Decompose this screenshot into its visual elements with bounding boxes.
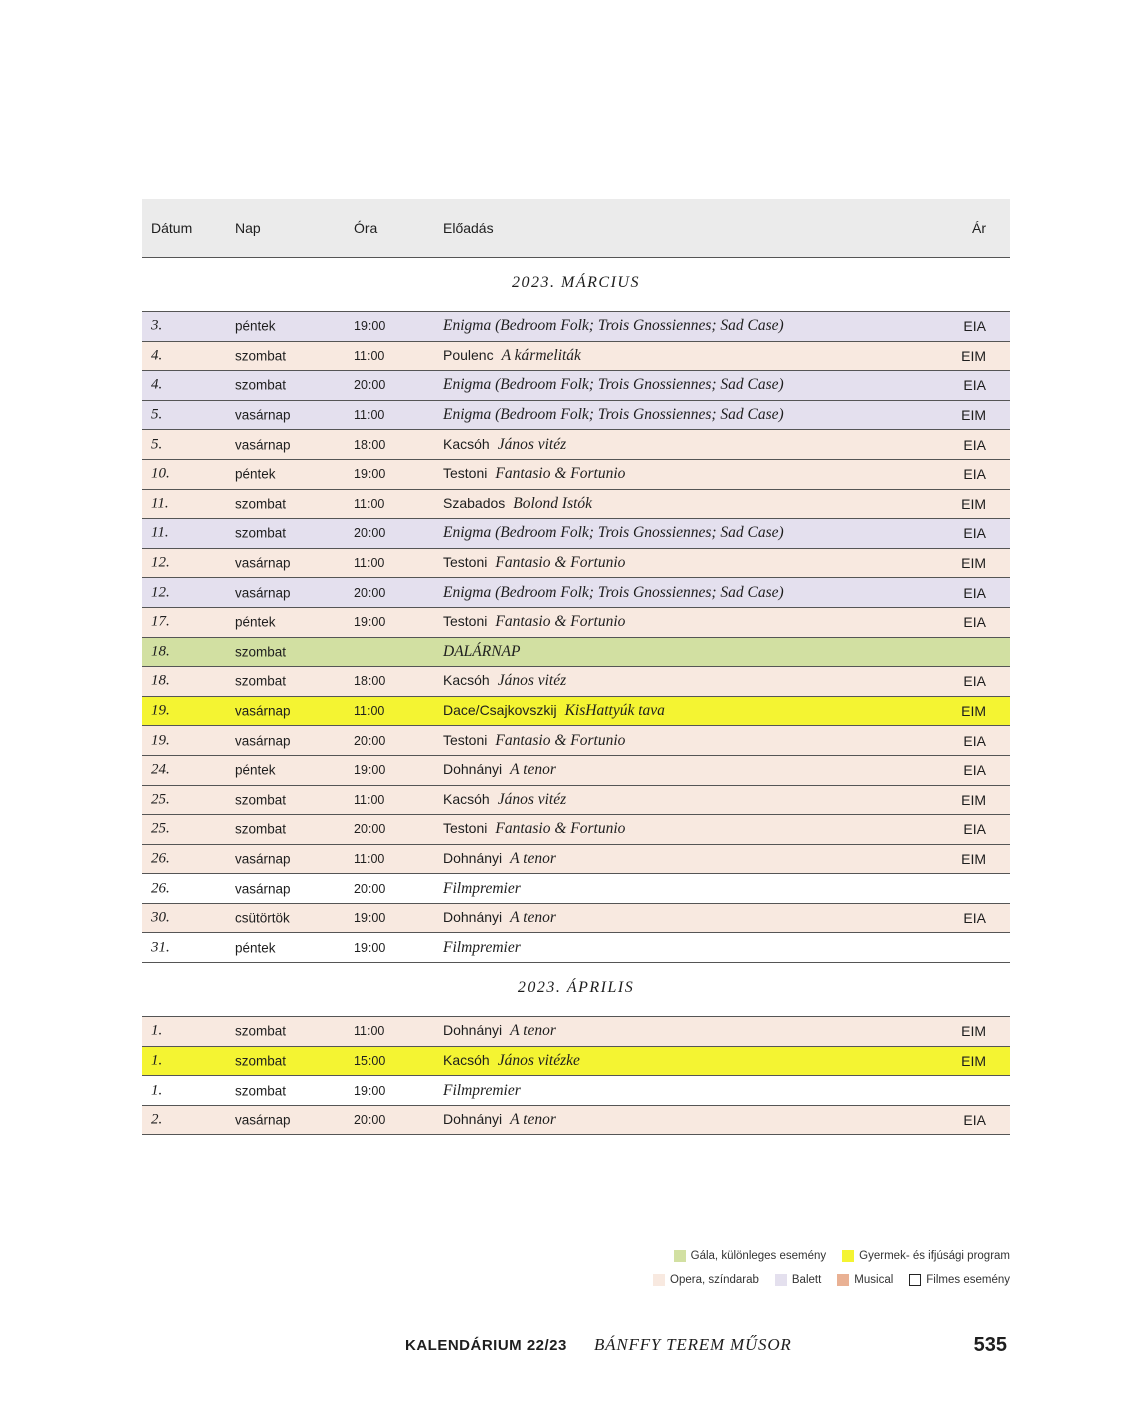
row-composer: Testoni xyxy=(443,554,488,571)
legend-item xyxy=(775,1274,821,1286)
table-row xyxy=(142,578,1010,608)
row-day: szombat xyxy=(235,644,287,660)
row-time: 19:00 xyxy=(354,763,386,778)
table-row xyxy=(142,933,1010,963)
row-composer: Dohnányi xyxy=(443,909,503,926)
row-time: 20:00 xyxy=(354,733,386,748)
row-price: EIA xyxy=(963,318,986,335)
row-date: 26. xyxy=(151,850,170,867)
row-performance xyxy=(443,791,566,809)
row-price: EIA xyxy=(963,525,986,542)
legend-item xyxy=(842,1250,1010,1262)
row-day: péntek xyxy=(235,614,276,630)
row-date: 19. xyxy=(151,732,170,749)
row-performance xyxy=(443,554,625,572)
row-performance xyxy=(443,850,556,868)
table-row xyxy=(142,667,1010,697)
row-time: 19:00 xyxy=(354,940,386,955)
row-date: 11. xyxy=(151,495,169,512)
row-time: 11:00 xyxy=(354,851,385,866)
row-time: 19:00 xyxy=(354,1083,386,1098)
table-body xyxy=(142,258,1010,1135)
col-header-date: Dátum xyxy=(151,220,193,236)
row-performance xyxy=(443,761,556,779)
row-day: szombat xyxy=(235,1053,287,1069)
row-title: Fantasio & Fortunio xyxy=(495,465,626,483)
row-date: 5. xyxy=(151,406,163,423)
legend-label: Balett xyxy=(791,1274,822,1286)
row-price: EIM xyxy=(961,555,986,572)
row-price: EIM xyxy=(961,1052,986,1069)
row-title: Enigma (Bedroom Folk; Trois Gnossiennes; Sad Case) xyxy=(443,317,784,335)
row-day: vasárnap xyxy=(235,881,291,897)
row-price: EIA xyxy=(963,762,986,779)
row-price: EIA xyxy=(963,821,986,838)
row-composer: Testoni xyxy=(443,613,488,630)
table-row xyxy=(142,874,1010,904)
table-row xyxy=(142,815,1010,845)
row-date: 1. xyxy=(151,1022,163,1039)
row-day: péntek xyxy=(235,940,276,956)
legend-item xyxy=(837,1274,893,1286)
row-time: 18:00 xyxy=(354,674,386,689)
row-title: János vitézke xyxy=(497,1051,580,1069)
row-title: János vitéz xyxy=(497,672,567,690)
legend-item xyxy=(674,1250,827,1262)
row-performance xyxy=(443,1052,580,1070)
legend-label: Gyermek- és ifjúsági program xyxy=(859,1250,1010,1262)
table-row xyxy=(142,371,1010,401)
row-title: DALÁRNAP xyxy=(443,642,521,660)
row-day: szombat xyxy=(235,673,287,689)
row-day: vasárnap xyxy=(235,703,291,719)
row-price: EIM xyxy=(961,703,986,720)
row-performance xyxy=(443,406,784,424)
row-price: EIA xyxy=(963,377,986,394)
row-price: EIA xyxy=(963,584,986,601)
row-performance xyxy=(443,702,665,720)
row-composer: Dohnányi xyxy=(443,1022,503,1039)
row-date: 3. xyxy=(151,317,163,334)
row-time: 11:00 xyxy=(354,556,385,571)
row-day: vasárnap xyxy=(235,407,291,423)
row-price: EIM xyxy=(961,791,986,808)
table-row xyxy=(142,904,1010,934)
row-date: 25. xyxy=(151,820,170,837)
row-time: 20:00 xyxy=(354,822,386,837)
table-row xyxy=(142,312,1010,342)
row-price: EIM xyxy=(961,1023,986,1040)
row-composer: Dace/Csajkovszkij xyxy=(443,702,557,719)
row-price: EIA xyxy=(963,436,986,453)
row-title: Enigma (Bedroom Folk; Trois Gnossiennes; Sad Case) xyxy=(443,406,784,424)
row-title: Enigma (Bedroom Folk; Trois Gnossiennes; Sad Case) xyxy=(443,376,784,394)
row-time: 19:00 xyxy=(354,615,386,630)
row-price: EIM xyxy=(961,407,986,424)
row-title: Filmpremier xyxy=(443,938,521,956)
row-title: KisHattyúk tava xyxy=(564,702,665,720)
row-composer: Kacsóh xyxy=(443,672,490,689)
row-date: 19. xyxy=(151,702,170,719)
row-date: 18. xyxy=(151,672,170,689)
table-row xyxy=(142,1106,1010,1136)
row-day: szombat xyxy=(235,1023,287,1039)
row-day: vasárnap xyxy=(235,585,291,601)
col-header-performance: Előadás xyxy=(443,220,494,236)
table-row xyxy=(142,490,1010,520)
row-performance xyxy=(443,436,566,454)
table-row xyxy=(142,786,1010,816)
row-title: Fantasio & Fortunio xyxy=(495,820,626,838)
table-row xyxy=(142,608,1010,638)
row-title: A tenor xyxy=(510,1111,556,1129)
row-date: 1. xyxy=(151,1082,163,1099)
row-day: péntek xyxy=(235,762,276,778)
table-row xyxy=(142,519,1010,549)
table-row xyxy=(142,756,1010,786)
row-title: János vitéz xyxy=(497,790,567,808)
row-price: EIA xyxy=(963,673,986,690)
col-header-price: Ár xyxy=(972,220,986,236)
row-title: Bolond Istók xyxy=(513,494,593,512)
row-title: Enigma (Bedroom Folk; Trois Gnossiennes; Sad Case) xyxy=(443,583,784,601)
page-footer xyxy=(0,1333,1123,1361)
row-performance xyxy=(443,613,625,631)
row-performance xyxy=(443,1022,556,1040)
row-day: szombat xyxy=(235,792,287,808)
row-price: EIA xyxy=(963,732,986,749)
row-date: 24. xyxy=(151,761,170,778)
table-row xyxy=(142,342,1010,372)
table-row xyxy=(142,401,1010,431)
swatch-musical-icon xyxy=(837,1274,849,1286)
row-performance xyxy=(443,347,581,365)
row-day: péntek xyxy=(235,318,276,334)
row-time: 20:00 xyxy=(354,526,386,541)
row-date: 2. xyxy=(151,1111,163,1128)
row-time: 18:00 xyxy=(354,437,386,452)
row-title: Filmpremier xyxy=(443,879,521,897)
row-date: 5. xyxy=(151,436,163,453)
row-date: 10. xyxy=(151,465,170,482)
row-title: A kármeliták xyxy=(501,346,581,364)
row-day: csütörtök xyxy=(235,910,290,926)
row-title: Fantasio & Fortunio xyxy=(495,554,626,572)
row-composer: Kacsóh xyxy=(443,790,490,807)
row-price: EIA xyxy=(963,614,986,631)
row-composer: Kacsóh xyxy=(443,1051,490,1068)
row-performance xyxy=(443,524,784,542)
table-row xyxy=(142,1017,1010,1047)
row-date: 11. xyxy=(151,524,169,541)
row-title: Filmpremier xyxy=(443,1081,521,1099)
row-date: 30. xyxy=(151,909,170,926)
row-day: szombat xyxy=(235,1083,287,1099)
row-time: 20:00 xyxy=(354,378,386,393)
row-title: A tenor xyxy=(510,909,556,927)
publication-name: KALENDÁRIUM 22/23 xyxy=(405,1337,567,1354)
table-row xyxy=(142,460,1010,490)
legend-label: Opera, színdarab xyxy=(670,1274,759,1286)
row-performance xyxy=(443,465,625,483)
row-day: vasárnap xyxy=(235,851,291,867)
row-day: vasárnap xyxy=(235,733,291,749)
swatch-opera-icon xyxy=(653,1274,665,1286)
legend-row xyxy=(637,1268,1010,1292)
table-header xyxy=(142,199,1010,258)
row-time: 11:00 xyxy=(354,792,385,807)
row-title: A tenor xyxy=(510,849,556,867)
row-price: EIA xyxy=(963,910,986,927)
schedule-table xyxy=(142,199,1010,1135)
row-time: 11:00 xyxy=(354,408,385,423)
legend-label: Filmes esemény xyxy=(926,1274,1010,1286)
table-row xyxy=(142,430,1010,460)
swatch-film-outline-icon xyxy=(909,1274,921,1286)
row-time: 11:00 xyxy=(354,348,385,363)
row-composer: Szabados xyxy=(443,494,506,511)
row-day: szombat xyxy=(235,821,287,837)
row-composer: Dohnányi xyxy=(443,761,503,778)
row-performance xyxy=(443,939,521,957)
row-performance xyxy=(443,820,625,838)
row-composer: Dohnányi xyxy=(443,1111,503,1128)
row-title: Enigma (Bedroom Folk; Trois Gnossiennes; Sad Case) xyxy=(443,524,784,542)
row-price: EIM xyxy=(961,347,986,364)
legend xyxy=(637,1244,1010,1292)
row-time: 20:00 xyxy=(354,585,386,600)
row-date: 26. xyxy=(151,880,170,897)
row-performance xyxy=(443,584,784,602)
row-composer: Testoni xyxy=(443,731,488,748)
row-composer: Testoni xyxy=(443,465,488,482)
table-row xyxy=(142,638,1010,668)
legend-item xyxy=(653,1274,759,1286)
section-title: BÁNFFY TEREM MŰSOR xyxy=(594,1335,792,1354)
row-performance xyxy=(443,495,592,513)
month-heading: 2023. ÁPRILIS xyxy=(142,963,1010,1017)
legend-label: Gála, különleges esemény xyxy=(690,1250,827,1262)
row-day: péntek xyxy=(235,466,276,482)
row-performance xyxy=(443,1111,556,1129)
row-date: 4. xyxy=(151,376,163,393)
row-performance xyxy=(443,643,521,661)
legend-label: Musical xyxy=(854,1274,894,1286)
col-header-time: Óra xyxy=(354,220,378,236)
row-time: 19:00 xyxy=(354,467,386,482)
page-number: 535 xyxy=(973,1334,1007,1356)
row-performance xyxy=(443,732,625,750)
row-time: 20:00 xyxy=(354,881,386,896)
row-date: 17. xyxy=(151,613,170,630)
row-time: 11:00 xyxy=(354,496,385,511)
table-row xyxy=(142,1047,1010,1077)
table-row xyxy=(142,726,1010,756)
legend-item xyxy=(909,1274,1010,1286)
row-composer: Dohnányi xyxy=(443,849,503,866)
row-performance xyxy=(443,317,784,335)
row-day: szombat xyxy=(235,377,287,393)
row-date: 12. xyxy=(151,554,170,571)
row-performance xyxy=(443,880,521,898)
row-composer: Poulenc xyxy=(443,346,494,363)
row-performance xyxy=(443,376,784,394)
row-time: 11:00 xyxy=(354,704,385,719)
row-price: EIA xyxy=(963,1112,986,1129)
row-time: 20:00 xyxy=(354,1113,386,1128)
row-day: vasárnap xyxy=(235,555,291,571)
row-time: 19:00 xyxy=(354,911,386,926)
table-row xyxy=(142,697,1010,727)
table-row xyxy=(142,549,1010,579)
row-price: EIA xyxy=(963,466,986,483)
row-time: 11:00 xyxy=(354,1024,385,1039)
row-date: 18. xyxy=(151,643,170,660)
swatch-ballet-icon xyxy=(775,1274,787,1286)
row-performance xyxy=(443,909,556,927)
row-price: EIM xyxy=(961,850,986,867)
row-day: vasárnap xyxy=(235,437,291,453)
table-row xyxy=(142,1076,1010,1106)
month-heading: 2023. MÁRCIUS xyxy=(142,258,1010,312)
row-day: szombat xyxy=(235,496,287,512)
row-time: 19:00 xyxy=(354,319,386,334)
row-date: 31. xyxy=(151,939,170,956)
table-row xyxy=(142,845,1010,875)
row-date: 25. xyxy=(151,791,170,808)
row-date: 12. xyxy=(151,584,170,601)
row-day: szombat xyxy=(235,525,287,541)
row-date: 4. xyxy=(151,347,163,364)
row-title: A tenor xyxy=(510,761,556,779)
row-performance xyxy=(443,1082,521,1100)
row-title: Fantasio & Fortunio xyxy=(495,613,626,631)
swatch-youth-icon xyxy=(842,1250,854,1262)
row-time: 15:00 xyxy=(354,1053,386,1068)
legend-row xyxy=(637,1244,1010,1268)
row-composer: Testoni xyxy=(443,820,488,837)
row-composer: Kacsóh xyxy=(443,435,490,452)
row-day: vasárnap xyxy=(235,1112,291,1128)
row-title: A tenor xyxy=(510,1022,556,1040)
row-title: János vitéz xyxy=(497,435,567,453)
col-header-day: Nap xyxy=(235,220,261,236)
row-performance xyxy=(443,672,566,690)
row-price: EIM xyxy=(961,495,986,512)
swatch-gala-icon xyxy=(674,1250,686,1262)
row-title: Fantasio & Fortunio xyxy=(495,731,626,749)
row-day: szombat xyxy=(235,348,287,364)
row-date: 1. xyxy=(151,1052,163,1069)
